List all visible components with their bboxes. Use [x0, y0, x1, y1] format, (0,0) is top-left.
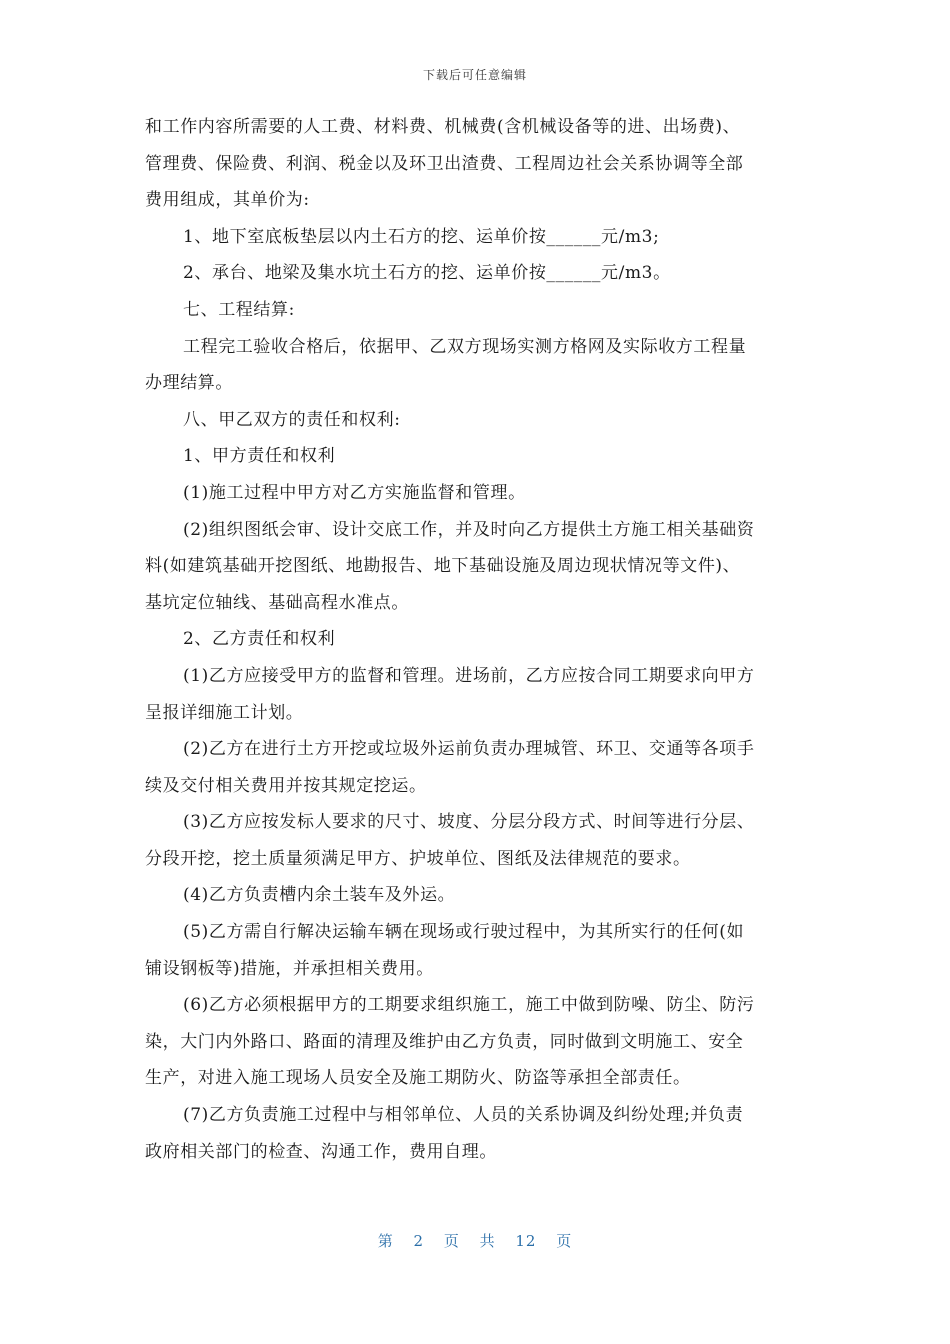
- text-line: (2)乙方在进行土方开挖或垃圾外运前负责办理城管、环卫、交通等各项手: [183, 739, 755, 760]
- text-line: 分段开挖，挖土质量须满足甲方、护坡单位、图纸及法律规范的要求。: [145, 848, 691, 869]
- text-line: 2、承台、地梁及集水坑土石方的挖、运单价按______元/m3。: [183, 263, 671, 284]
- text-line: 管理费、保险费、利润、税金以及环卫出渣费、工程周边社会关系协调等全部: [145, 153, 744, 174]
- text-line: (1)施工过程中甲方对乙方实施监督和管理。: [183, 482, 526, 503]
- text-line: (7)乙方负责施工过程中与相邻单位、人员的关系协调及纠纷处理;并负责: [183, 1105, 744, 1126]
- text-line: 办理结算。: [145, 373, 233, 394]
- text-line: 1、甲方责任和权利: [183, 446, 336, 467]
- text-line: (4)乙方负责槽内余土装车及外运。: [183, 885, 456, 906]
- text-line: (6)乙方必须根据甲方的工期要求组织施工，施工中做到防噪、防尘、防污: [183, 995, 755, 1016]
- text-line: (3)乙方应按发标人要求的尺寸、坡度、分层分段方式、时间等进行分层、: [183, 812, 755, 833]
- text-line: (2)组织图纸会审、设计交底工作，并及时向乙方提供土方施工相关基础资: [183, 519, 755, 540]
- text-line: 呈报详细施工计划。: [145, 702, 304, 723]
- text-line: 政府相关部门的检查、沟通工作，费用自理。: [145, 1141, 497, 1162]
- page-header-note: 下载后可任意编辑: [422, 68, 527, 82]
- page-footer: 第 2 页 共 12 页: [377, 1232, 573, 1250]
- text-line: 1、地下室底板垫层以内土石方的挖、运单价按______元/m3;: [183, 226, 660, 247]
- text-line: 八、甲乙双方的责任和权利:: [183, 409, 401, 430]
- text-line: 和工作内容所需要的人工费、材料费、机械费(含机械设备等的进、出场费)、: [145, 117, 741, 137]
- document-body: [145, 118, 810, 1179]
- text-line: 2、乙方责任和权利: [183, 629, 336, 650]
- text-line: 七、工程结算:: [183, 299, 295, 320]
- text-line: 基坑定位轴线、基础高程水准点。: [145, 592, 409, 613]
- text-line: 铺设钢板等)措施，并承担相关费用。: [145, 958, 434, 979]
- text-line: 染，大门内外路口、路面的清理及维护由乙方负责，同时做到文明施工、安全: [145, 1031, 744, 1052]
- text-line: (1)乙方应接受甲方的监督和管理。进场前，乙方应按合同工期要求向甲方: [183, 665, 755, 686]
- text-line: 续及交付相关费用并按其规定挖运。: [145, 775, 427, 796]
- text-line: 费用组成，其单价为:: [145, 190, 310, 211]
- text-line: 生产，对进入施工现场人员安全及施工期防火、防盗等承担全部责任。: [145, 1068, 691, 1089]
- text-line: (5)乙方需自行解决运输车辆在现场或行驶过程中，为其所实行的任何(如: [183, 922, 745, 943]
- text-line: 料(如建筑基础开挖图纸、地勘报告、地下基础设施及周边现状情况等文件)、: [145, 556, 741, 577]
- text-line: 工程完工验收合格后，依据甲、乙双方现场实测方格网及实际收方工程量: [183, 336, 747, 357]
